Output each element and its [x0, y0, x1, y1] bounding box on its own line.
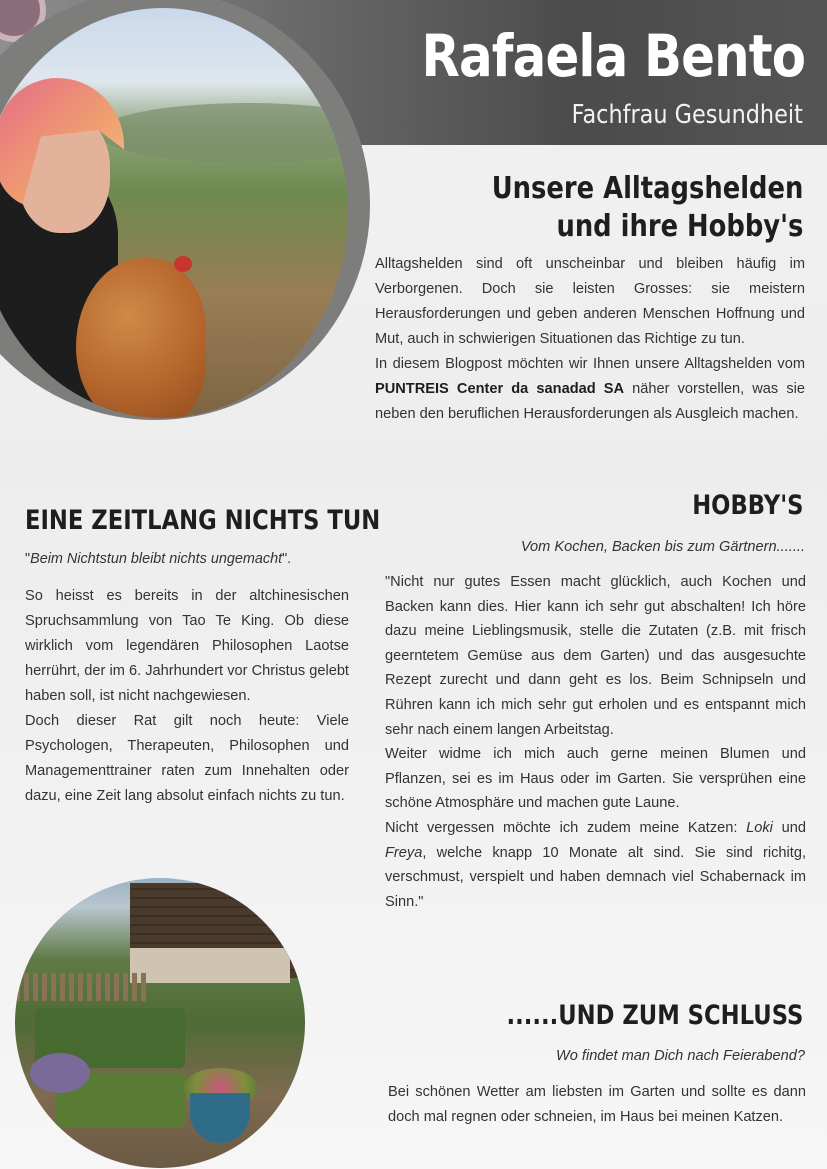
photo-chicken-comb	[174, 256, 192, 272]
company-name: PUNTREIS Center da sanadad SA	[375, 381, 625, 397]
intro-text	[375, 252, 805, 427]
hobby-body	[385, 570, 806, 914]
intro-paragraph-2-start: In diesem Blogpost möchten wir Ihnen unsere Alltagshelden vom	[375, 356, 805, 372]
cat-name-2: Freya	[385, 844, 423, 861]
left-heading: EINE ZEITLANG NICHTS TUN	[25, 505, 381, 536]
garden-photo	[15, 878, 305, 1168]
hobby-heading: HOBBY'S	[691, 490, 803, 521]
hobby-paragraph-3c: , welche knapp 10 Monate alt sind. Sie sind richitg, verschmust, verspielt und haben demnach viel Schabernack im Sinn."	[385, 844, 806, 910]
person-name: Rafaela Bento	[421, 22, 805, 90]
hobby-paragraph-1: "Nicht nur gutes Essen macht glücklich, auch Kochen und Backen kann dies. Hier kann ich sehr gut abschalten! Ich höre dazu meine Lieblingsmusik, stelle die Zutaten (z.B. mit frisch geerntetem Gemüse aus dem Garten) und das ausgesuchte Rezept zurecht und dann geht es los. Beim Schnipseln und Rühren kann ich mich sehr gut erholen und es entspannt mich sehr nach einem langen Arbeitstag.	[385, 574, 806, 738]
intro-paragraph-2-end: näher vorstellen, was sie neben den beruflichen Herausforderungen als Ausgleich machen.	[375, 381, 806, 422]
hobby-subtitle: Vom Kochen, Backen bis zum Gärtnern.......	[520, 539, 805, 555]
hobby-paragraph-3a: Nicht vergessen möchte ich zudem meine Katzen:	[385, 819, 747, 836]
photo-fence	[15, 973, 150, 1001]
ending-heading: ......UND ZUM SCHLUSS	[506, 1000, 803, 1031]
left-paragraph-2: Doch dieser Rat gilt noch heute: Viele Psychologen, Therapeuten, Philosophen und Managementtrainer raten zum Innehalten oder dazu, eine Zeit lang absolut einfach nichts zu tun.	[25, 713, 349, 804]
photo-house-wall	[130, 948, 290, 983]
left-quote	[25, 551, 291, 567]
job-title: Fachfrau Gesundheit	[571, 100, 803, 130]
photo-flower-pot	[190, 1093, 250, 1143]
left-paragraph-1: So heisst es bereits in der altchinesischen Spruchsammlung von Tao Te King. Ob diese wirklich vom legendären Philosophen Laotse herrührt, der im 6. Jahrhundert vor Christus gelebt haben soll, ist nicht nachgewiesen.	[25, 588, 349, 704]
photo-lavender	[30, 1053, 90, 1093]
intro-paragraph-1: Alltagshelden sind oft unscheinbar und bleiben häufig im Verborgenen. Doch sie leisten Grosses: sie meistern Herausforderungen und geben anderen Menschen Hoffnung und Mut, auch in schwierigen Situationen das Richtige zu tun.	[375, 256, 805, 347]
section-title	[491, 170, 803, 246]
ending-body: Bei schönen Wetter am liebsten im Garten und sollte es dann doch mal regnen oder schneien, im Haus bei meinen Katzen.	[388, 1084, 806, 1125]
ending-subtitle: Wo findet man Dich nach Feierabend?	[555, 1048, 805, 1064]
section-title-line1: Unsere Alltagshelden	[491, 171, 803, 206]
left-body	[25, 584, 349, 809]
cat-name-1: Loki	[746, 819, 773, 836]
hobby-paragraph-3b: und	[772, 819, 806, 836]
photo-hills	[98, 103, 348, 163]
quote-close: ".	[282, 551, 292, 567]
section-title-line2: und ihre Hobby's	[556, 209, 803, 244]
quote-open: "	[25, 551, 31, 567]
hobby-paragraph-2: Weiter widme ich mich auch gerne meinen Blumen und Pflanzen, sei es im Haus oder im Garten. Sie versprühen eine schöne Atmosphäre und machen gute Laune.	[385, 746, 806, 812]
quote-text: Beim Nichtstun bleibt nichts ungemacht	[30, 551, 283, 567]
